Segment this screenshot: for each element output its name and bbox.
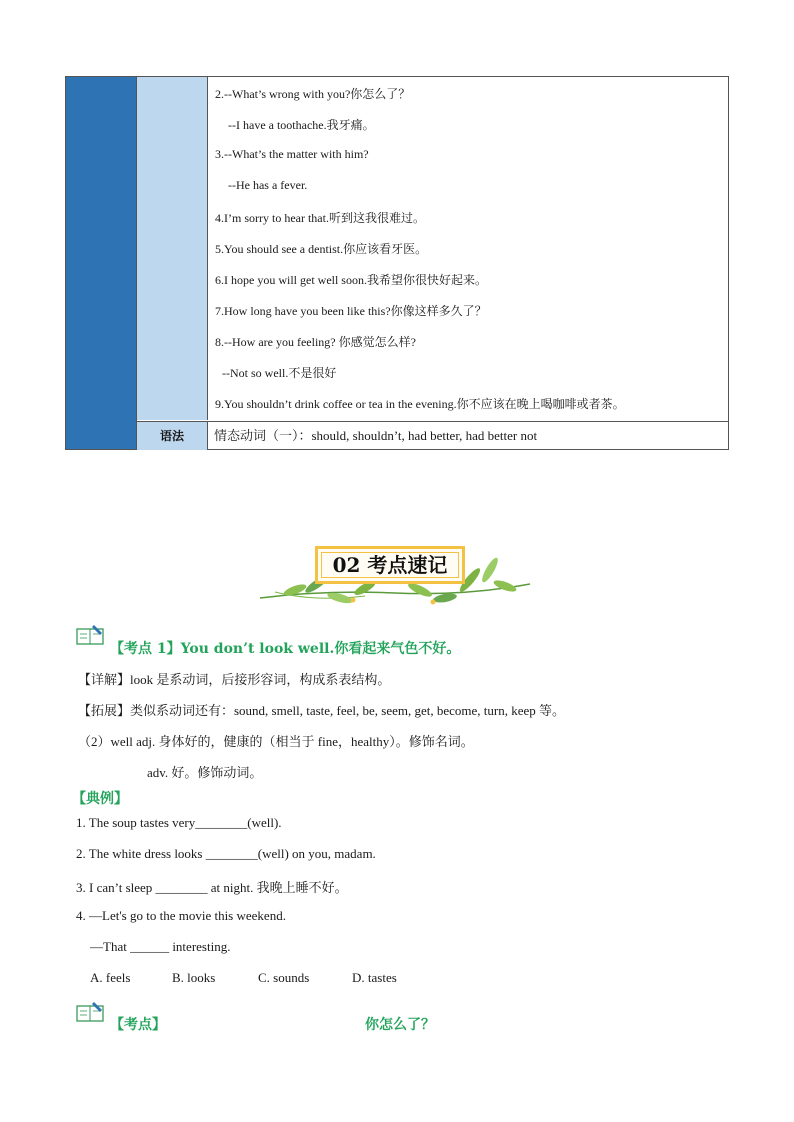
example-option: D. tastes bbox=[352, 970, 397, 985]
example-option: A. feels bbox=[90, 970, 131, 985]
dialogue-line: 9.You shouldn’t drink coffee or tea in the evening.你不应该在晚上喝咖啡或者茶。 bbox=[215, 397, 625, 411]
notebook-pen-icon bbox=[76, 623, 106, 645]
point1-heading: 【考点 1】You don’t look well.你看起来气色不好。 bbox=[110, 641, 461, 657]
dialogue-line: 3.--What’s the matter with him? bbox=[215, 147, 369, 161]
dialogue-line: 5.You should see a dentist.你应该看牙医。 bbox=[215, 242, 428, 256]
section-badge-label: 02 考点速记 bbox=[332, 553, 448, 577]
example-item: —That ______ interesting. bbox=[90, 939, 231, 954]
example-item: 2. The white dress looks ________(well) on you, madam. bbox=[76, 846, 376, 861]
point1-detail: 【详解】look 是系动词，后接形容词，构成系表结构。 bbox=[78, 672, 391, 687]
dialogue-line: 6.I hope you will get well soon.我希望你很快好起来。 bbox=[215, 273, 487, 287]
section-banner bbox=[255, 540, 535, 610]
vocab-table bbox=[65, 76, 729, 450]
point1-well-adj: （2）well adj. 身体好的，健康的（相当于 fine，healthy）。修饰名词。 bbox=[78, 734, 474, 749]
point2-title: 你怎么了？ bbox=[365, 1017, 435, 1033]
example-item: 4. —Let's go to the movie this weekend. bbox=[76, 908, 286, 923]
table-subcategory-column bbox=[137, 77, 208, 420]
example-item: 3. I can’t sleep ________ at night. 我晚上睡不好。 bbox=[76, 880, 348, 895]
dialogue-line: 7.How long have you been like this?你像这样多久了？ bbox=[215, 304, 487, 318]
example-option: C. sounds bbox=[258, 970, 310, 985]
dialogue-line: 4.I’m sorry to hear that.听到这我很难过。 bbox=[215, 211, 425, 225]
section-badge bbox=[315, 546, 465, 584]
dialogue-line: --He has a fever. bbox=[228, 178, 308, 192]
notebook-pen-icon bbox=[76, 1000, 106, 1022]
table-dialogue-cell bbox=[208, 77, 728, 420]
example-item: 1. The soup tastes very________(well). bbox=[76, 815, 282, 830]
dialogue-line: --Not so well.不是很好 bbox=[222, 366, 337, 380]
point1-well-adv: adv. 好。修饰动词。 bbox=[147, 765, 263, 780]
table-category-column bbox=[66, 77, 137, 449]
point1-extend: 【拓展】类似系动词还有：sound, smell, taste, feel, be, seem, get, become, turn, keep 等。 bbox=[78, 703, 566, 718]
examples-heading: 【典例】 bbox=[72, 791, 128, 807]
example-option: B. looks bbox=[172, 970, 216, 985]
dialogue-line: --I have a toothache.我牙痛。 bbox=[228, 118, 375, 132]
dialogue-line: 2.--What’s wrong with you?你怎么了？ bbox=[215, 87, 411, 101]
grammar-text: 情态动词（一）：should, shouldn’t, had better, had better not bbox=[208, 421, 728, 450]
point2-heading: 【考点】 bbox=[110, 1017, 166, 1033]
dialogue-line: 8.--How are you feeling? 你感觉怎么样? bbox=[215, 335, 416, 349]
grammar-label: 语法 bbox=[137, 421, 208, 450]
